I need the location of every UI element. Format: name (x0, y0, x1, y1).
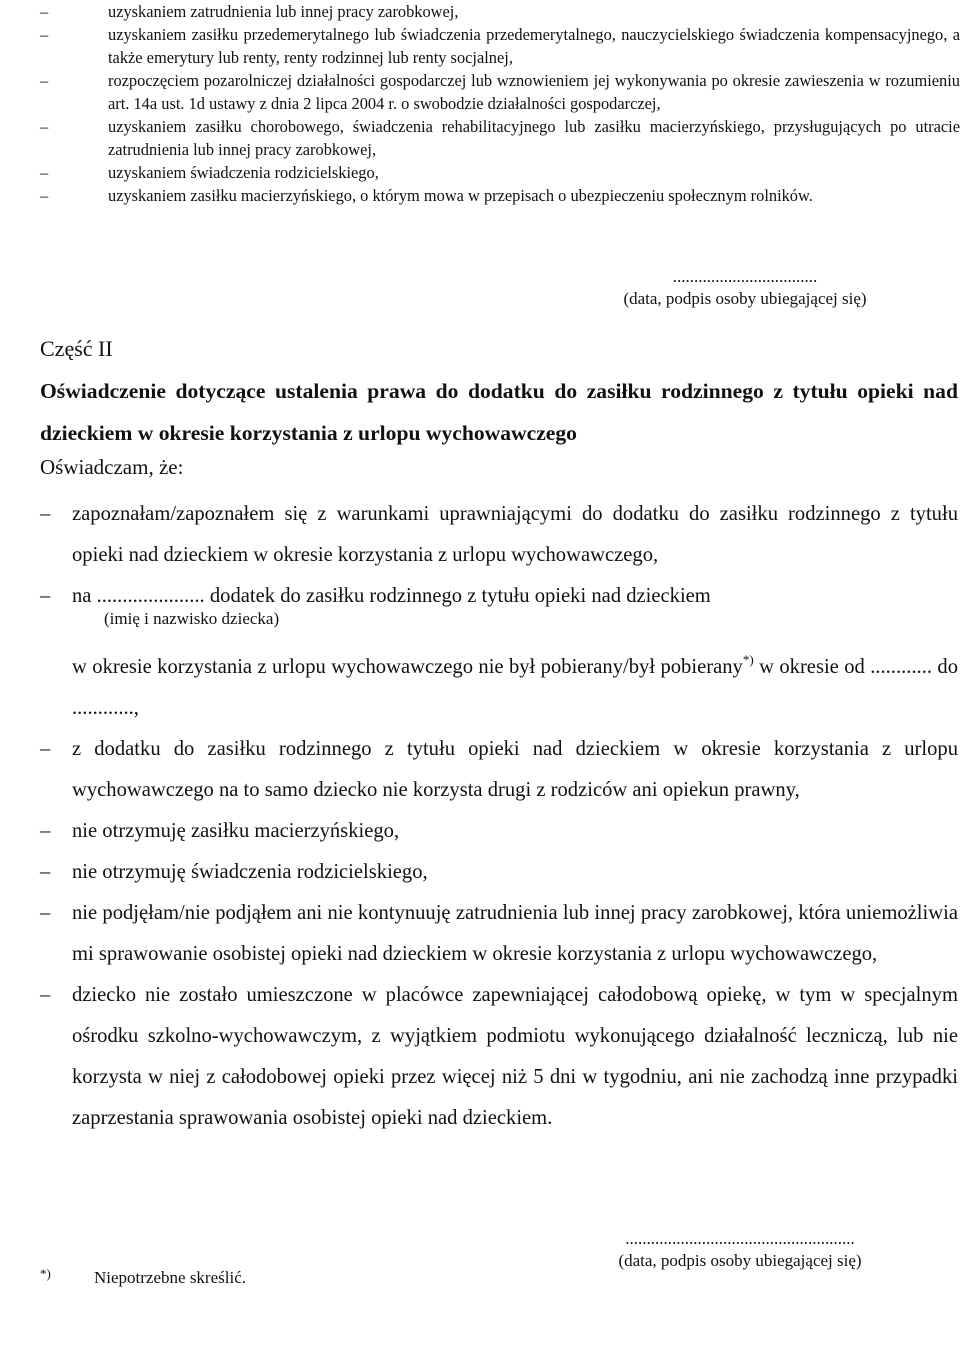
footnote-ref: *) (742, 652, 754, 667)
footnote-mark: *) (40, 1266, 51, 1281)
list-item: – dziecko nie zostało umieszczone w placówce zapewniającej całodobową opiekę, w tym w specjalnym ośrodku szkolno-wychowawczym, z wyjątkiem podmiotu wykonującego działalność leczniczą, lub nie korzysta w niej z całodobowej opieki przez więcej niż 5 dni w tygodniu, ani nie zachodzą inne przypadki zaprzestania sprawowania osobistej opieki nad dzieckiem. (40, 984, 958, 1129)
list-item: – uzyskaniem zasiłku macierzyńskiego, o którym mowa w przepisach o ubezpieczeniu społecznym rolników. (40, 186, 813, 205)
list-item: – nie otrzymuję świadczenia rodzicielskiego, (40, 861, 428, 883)
top-list (40, 0, 960, 207)
declaration-list (40, 494, 958, 1139)
list-item: – uzyskaniem zasiłku przedemerytalnego lub świadczenia przedemerytalnego, nauczycielskiego świadczenia kompensacyjnego, a także emerytury lub renty, renty rodzinnej lub renty socjalnej, (40, 25, 960, 67)
signature-block (575, 266, 915, 310)
section-heading: Oświadczenie dotyczące ustalenia prawa do dodatku do zasiłku rodzinnego z tytułu opieki nad dzieckiem w okresie korzystania z urlopu wychowawczego (40, 379, 958, 445)
footnote-text: Niepotrzebne skreślić. (94, 1268, 246, 1287)
signature-label: (data, podpis osoby ubiegającej się) (618, 1251, 862, 1270)
list-item: – zapoznałam/zapoznałem się z warunkami uprawniającymi do dodatku do zasiłku rodzinnego z tytułu opieki nad dzieckiem w okresie korzystania z urlopu wychowawczego, (40, 503, 958, 566)
list-item: – nie otrzymuję zasiłku macierzyńskiego, (40, 820, 400, 842)
signature-dots: .................................. (672, 267, 818, 286)
list-item: – rozpoczęciem pozarolniczej działalności gospodarczej lub wznowieniem jej wykonywania po okresie zawieszenia w rozumieniu art. 14a ust. 1d ustawy z dnia 2 lipca 2004 r. o swobodzie działalności gospodarczej, (40, 71, 960, 113)
declaration-intro: Oświadczam, że: (40, 455, 184, 479)
list-item-continuation: w okresie korzystania z urlopu wychowawczego nie był pobierany/był pobierany*) w okresie od ............ do ............, (72, 652, 959, 719)
signature-dots: ...................................................... (625, 1229, 855, 1248)
list-item: – nie podjęłam/nie podjąłem ani nie kontynuuję zatrudnienia lub innej pracy zarobkowej, która uniemożliwia mi sprawowanie osobistej opieki nad dzieckiem w okresie korzystania z urlopu wychowawczego, (40, 902, 958, 965)
list-item: – uzyskaniem zasiłku chorobowego, świadczenia rehabilitacyjnego lub zasiłku macierzyńskiego, przysługujących po utracie zatrudnienia lub innej pracy zarobkowej, (40, 117, 960, 159)
part-label: Część II (40, 336, 113, 361)
list-item: – uzyskaniem zatrudnienia lub innej pracy zarobkowej, (40, 2, 459, 21)
signature-block (540, 1228, 940, 1272)
list-item: – uzyskaniem świadczenia rodzicielskiego, (40, 163, 379, 182)
list-item: – z dodatku do zasiłku rodzinnego z tytułu opieki nad dzieckiem w okresie korzystania z urlopu wychowawczego na to samo dziecko nie korzysta drugi z rodziców ani opiekun prawny, (40, 738, 958, 801)
child-name-caption: (imię i nazwisko dziecka) (104, 609, 280, 628)
signature-label: (data, podpis osoby ubiegającej się) (623, 289, 867, 308)
list-item: – na ..................... dodatek do zasiłku rodzinnego z tytułu opieki nad dzieckiem (40, 585, 711, 607)
